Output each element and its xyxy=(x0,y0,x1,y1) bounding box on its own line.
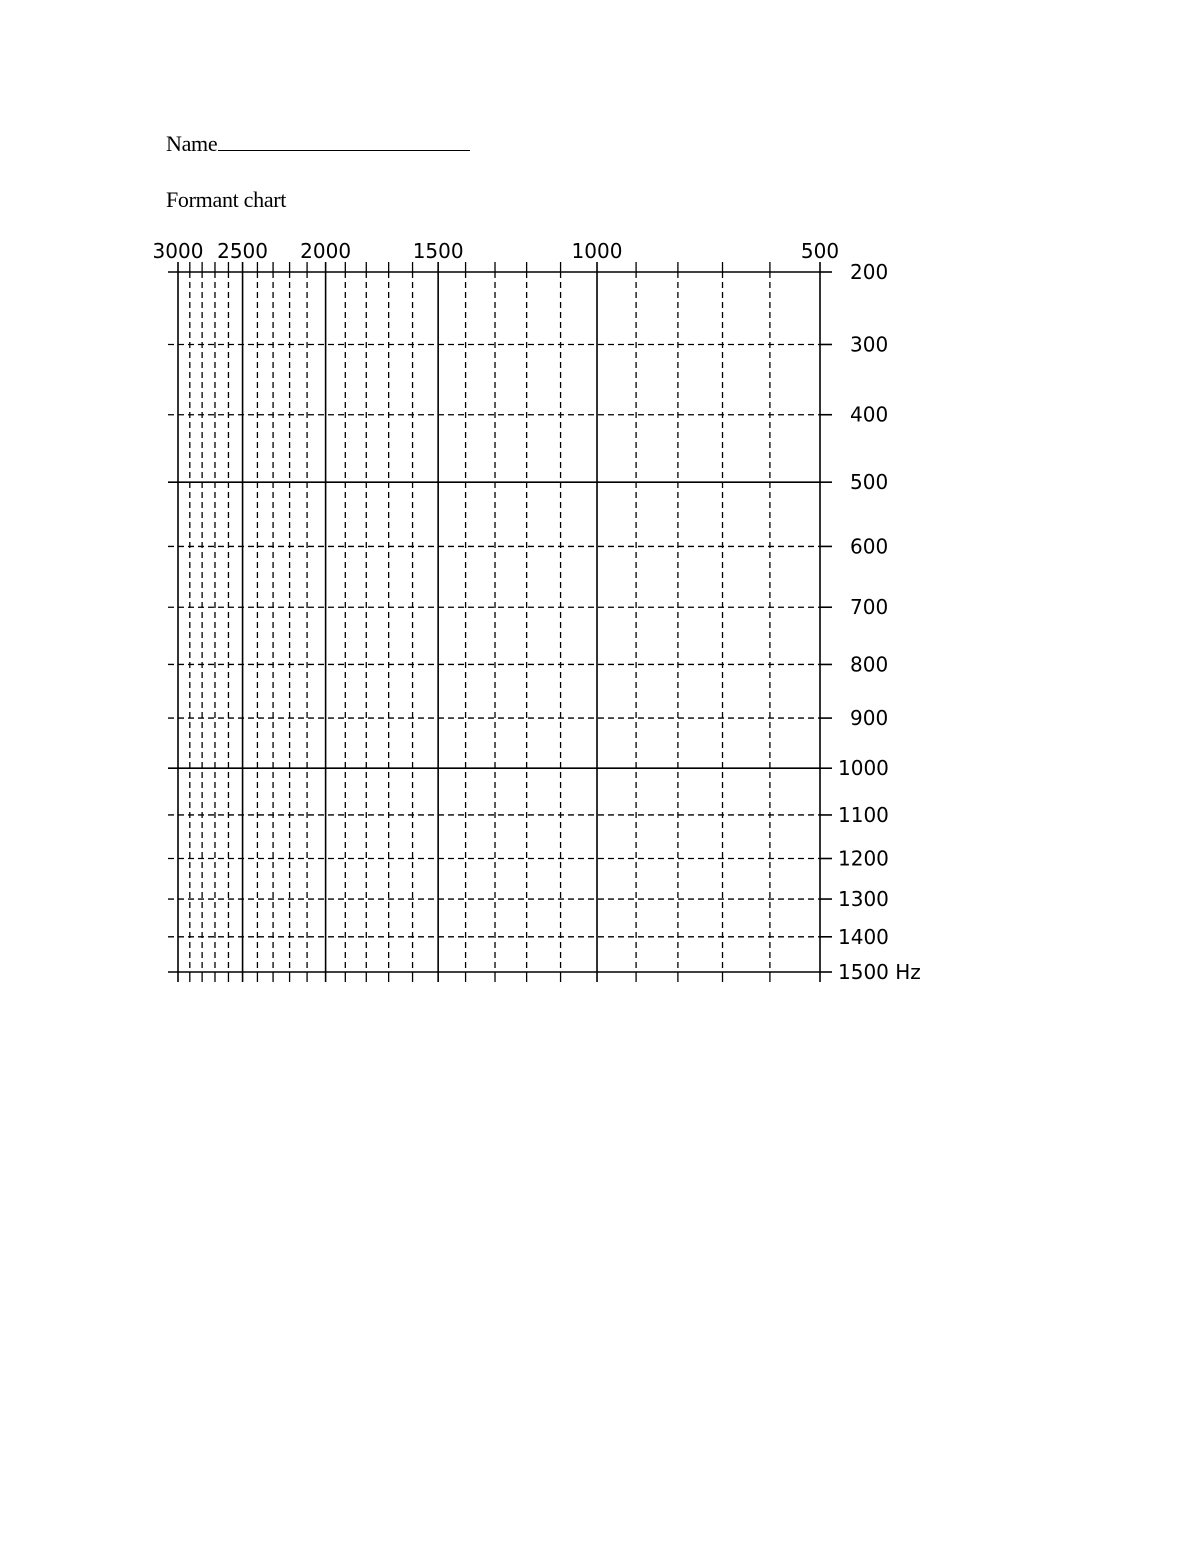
y-tick-label-200: 200 xyxy=(850,260,889,284)
y-tick-label-1000: 1000 xyxy=(838,756,889,781)
y-tick-label-1400: 1400 xyxy=(838,924,889,949)
y-tick-label-1100: 1100 xyxy=(838,802,889,827)
y-tick-label-1300: 1300 xyxy=(838,887,889,912)
x-tick-label-3000: 3000 xyxy=(152,239,204,263)
x-tick-label-2000: 2000 xyxy=(300,239,352,263)
y-tick-label-700: 700 xyxy=(850,595,889,620)
x-tick-label-2500: 2500 xyxy=(217,239,269,263)
x-tick-label-1000: 1000 xyxy=(571,239,623,263)
y-tick-label-800: 800 xyxy=(850,652,889,677)
x-tick-label-1500: 1500 xyxy=(412,239,464,263)
y-tick-label-500: 500 xyxy=(850,470,889,495)
chart-title: Formant chart xyxy=(166,187,287,212)
y-tick-label-600: 600 xyxy=(850,534,889,559)
x-tick-label-500: 500 xyxy=(800,239,840,263)
y-tick-label-300: 300 xyxy=(850,332,889,357)
y-tick-label-900: 900 xyxy=(850,706,889,731)
name-label: Name xyxy=(166,131,218,156)
y-tick-label-400: 400 xyxy=(850,402,889,427)
y-tick-label-1500: 1500 Hz xyxy=(838,960,921,984)
y-tick-label-1200: 1200 xyxy=(838,846,889,871)
